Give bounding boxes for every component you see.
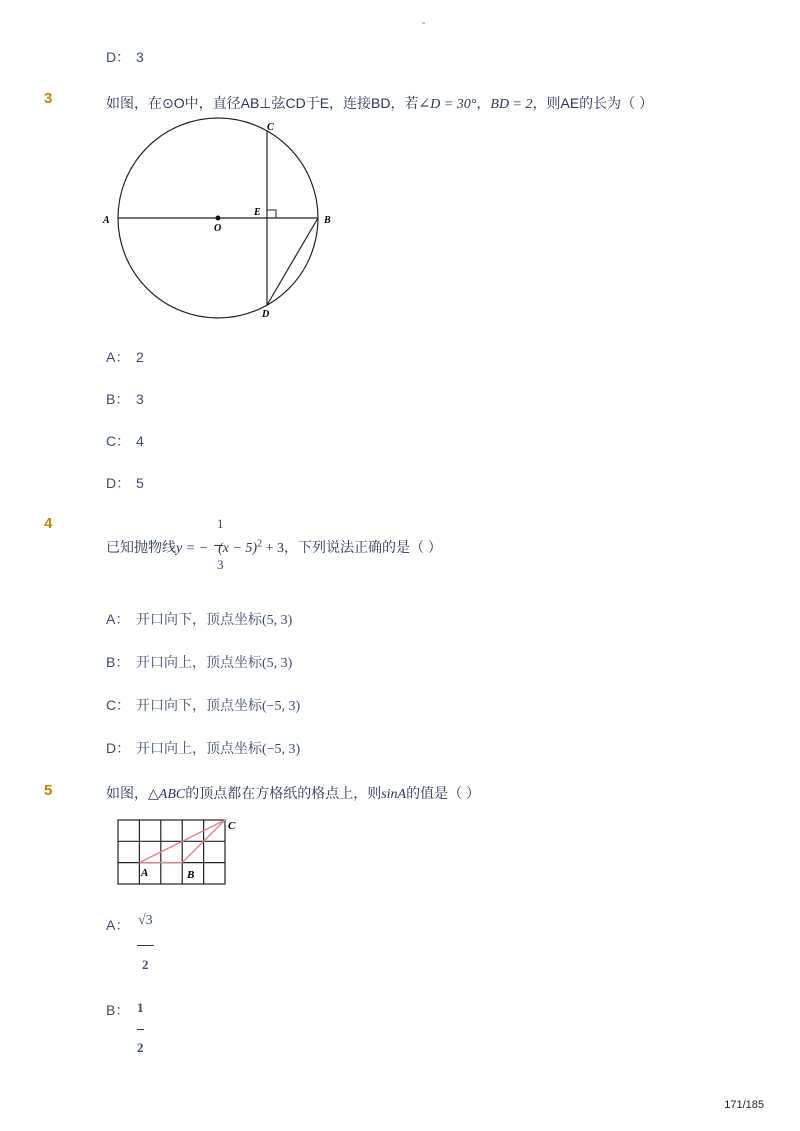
option-letter: D： [106, 475, 131, 491]
label-e: E [254, 207, 261, 218]
q5-option-b-numerator: 1 [137, 1000, 144, 1015]
q4-fraction-bar [214, 545, 223, 546]
q4-text-a: 已知抛物线 [106, 539, 176, 555]
option-coord: (5, 3) [262, 613, 293, 628]
label-c: C [228, 820, 236, 832]
header-mark: - [422, 18, 426, 29]
grid-lines [118, 820, 225, 884]
q5-option-b[interactable] [106, 1000, 136, 1020]
option-text: 开口向下，顶点坐标 [136, 611, 262, 627]
option-text: 开口向上，顶点坐标 [136, 654, 262, 670]
q3-text-b: ，则AE的长为（ ） [532, 95, 654, 111]
option-value: 5 [136, 475, 144, 491]
option-value: 4 [136, 433, 144, 449]
label-a: A [141, 867, 149, 879]
q4-option-a[interactable] [106, 609, 292, 629]
question-number-3: 3 [44, 90, 53, 107]
question-4-text [106, 537, 442, 557]
option-coord: (−5, 3) [262, 742, 301, 757]
q5-option-a[interactable] [106, 915, 136, 935]
q4-option-c[interactable] [106, 695, 300, 715]
option-letter: D： [106, 49, 131, 65]
q4-math-exp: 2 [257, 538, 263, 550]
q5-text-c: 的值是（ ） [406, 785, 480, 801]
option-letter: C： [106, 697, 131, 713]
label-a: A [103, 215, 110, 226]
q4-math-lhs: y = − [176, 541, 209, 556]
q4-math-tail: + 3 [262, 541, 285, 556]
q3-option-c[interactable] [106, 431, 144, 451]
prev-option-d[interactable] [106, 47, 144, 67]
option-letter: A： [106, 349, 130, 365]
option-letter: B： [106, 654, 130, 670]
option-value: 3 [136, 49, 144, 65]
circle-figure [100, 115, 340, 325]
center-point [216, 216, 221, 221]
q5-option-b-denominator: 2 [137, 1040, 144, 1055]
option-value: 3 [136, 391, 144, 407]
q5-option-a-bar [137, 945, 154, 946]
q3-text-a: 如图，在⊙O中，直径AB⊥弦CD于E，连接BD，若 [106, 95, 419, 111]
q4-math-rhs: (x − 5) [218, 541, 258, 556]
option-coord: (−5, 3) [262, 699, 301, 714]
q3-option-d[interactable] [106, 473, 144, 493]
q4-frac-denominator: 3 [217, 557, 224, 572]
q4-frac-numerator: 1 [217, 516, 224, 531]
label-o: O [214, 223, 222, 234]
label-d: D [262, 309, 270, 320]
label-b: B [324, 215, 331, 226]
option-text: 开口向上，顶点坐标 [136, 740, 262, 756]
option-letter: B： [106, 391, 130, 407]
q5-text-b: 的顶点都在方格纸的格点上，则 [185, 785, 382, 801]
q3-option-a[interactable] [106, 347, 144, 367]
q5-text-a: 如图， [106, 785, 148, 801]
q4-text-b: ，下列说法正确的是（ ） [284, 539, 442, 555]
q3-sep: ， [476, 95, 491, 111]
question-number-4: 4 [44, 515, 53, 532]
option-letter: D： [106, 740, 131, 756]
option-letter: A： [106, 611, 130, 627]
option-value: 2 [136, 349, 144, 365]
question-3-text [106, 93, 653, 113]
q3-option-b[interactable] [106, 389, 144, 409]
segment-bd [267, 218, 318, 305]
q5-option-b-bar [137, 1029, 144, 1030]
right-angle-mark [267, 210, 276, 218]
q5-option-a-numerator: √3 [138, 913, 153, 928]
option-text: 开口向下，顶点坐标 [136, 697, 262, 713]
label-c: C [267, 122, 274, 133]
option-coord: (5, 3) [262, 656, 293, 671]
option-letter: C： [106, 433, 131, 449]
q4-option-b[interactable] [106, 652, 292, 672]
q5-math-sin: sinA [381, 787, 407, 802]
option-letter: A： [106, 917, 130, 933]
label-b: B [187, 869, 195, 881]
q5-math-triangle: △ABC [148, 787, 186, 802]
option-letter: B： [106, 1002, 130, 1018]
page-number: 171/185 [724, 1099, 764, 1111]
q3-math-angle: ∠D = 30° [418, 97, 477, 112]
q5-option-a-denominator: 2 [142, 957, 149, 972]
q3-math-bd: BD = 2 [490, 97, 533, 112]
grid-figure [110, 812, 245, 892]
q4-option-d[interactable] [106, 738, 300, 758]
question-5-text [106, 783, 480, 803]
question-number-5: 5 [44, 782, 53, 799]
